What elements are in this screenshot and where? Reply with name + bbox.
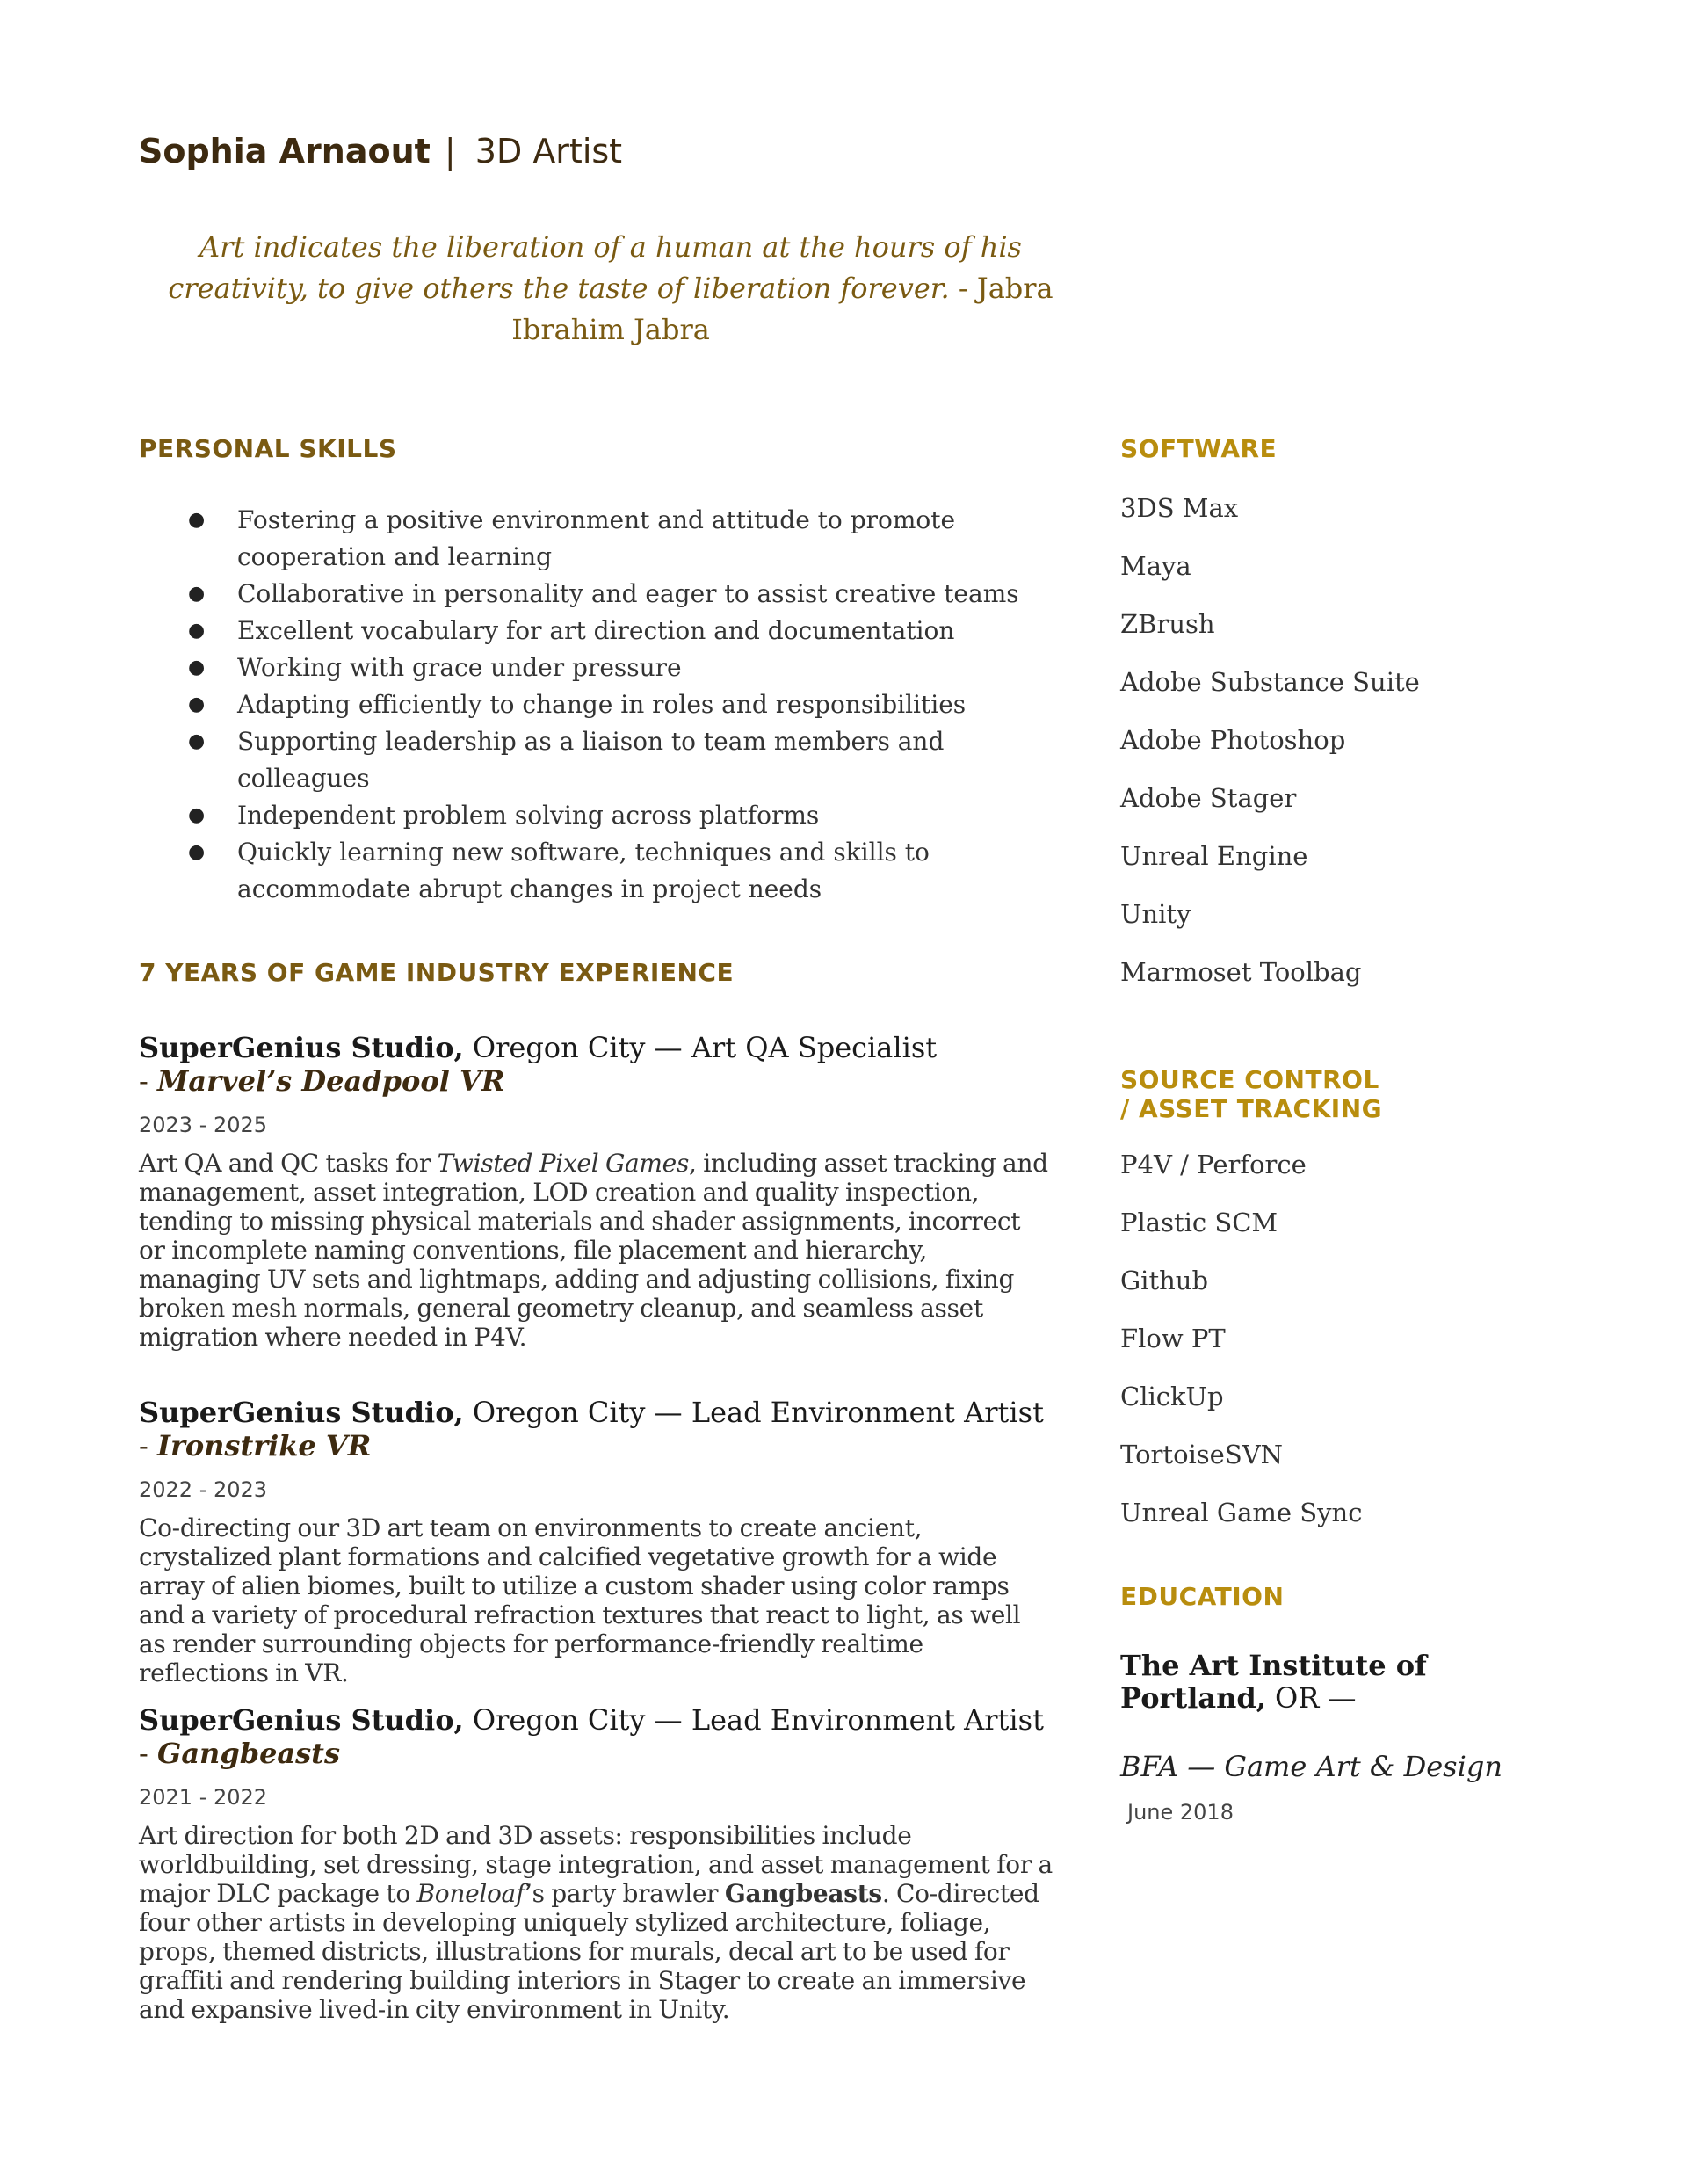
quote-text: Art indicates the liberation of a human at the hours of his creativity, to give others the taste of liberation forever. bbox=[168, 230, 1022, 305]
list-item: ● Independent problem solving across platforms bbox=[139, 797, 1061, 834]
school-location: OR — bbox=[1275, 1681, 1357, 1715]
job-position: Oregon City — Art QA Specialist bbox=[472, 1031, 938, 1064]
list-item: ● Collaborative in personality and eager to assist creative teams bbox=[139, 576, 1061, 613]
job-position: Oregon City — Lead Environment Artist bbox=[472, 1703, 1044, 1737]
list-item: 3DS Max bbox=[1120, 493, 1239, 523]
quote-attribution: - Jabra Ibrahim Jabra bbox=[511, 272, 1053, 346]
education-school bbox=[1120, 1650, 1454, 1715]
job-entry bbox=[139, 1703, 1053, 2024]
list-item: Plastic SCM bbox=[1120, 1208, 1278, 1237]
list-item: Github bbox=[1120, 1266, 1209, 1295]
bullet-icon: ● bbox=[188, 804, 206, 826]
list-item: ● Working with grace under pressure bbox=[139, 649, 1061, 686]
job-project: - Marvel’s Deadpool VR bbox=[139, 1064, 505, 1098]
list-item: ClickUp bbox=[1120, 1382, 1224, 1411]
resume-header bbox=[139, 132, 622, 171]
job-heading bbox=[139, 1703, 1053, 1737]
job-project: - Gangbeasts bbox=[139, 1737, 340, 1770]
list-item: ● Fostering a positive environment and attitude to promote cooperation and learning bbox=[139, 502, 1061, 576]
list-item: ● Excellent vocabulary for art direction and documentation bbox=[139, 613, 1061, 649]
list-item: Adobe Photoshop bbox=[1120, 725, 1346, 755]
job-description: Art QA and QC tasks for Twisted Pixel Games, including asset tracking and management, asset integration, LOD creation and quality inspection, tending to missing physical materials and shader assignments, incorrect or incomplete naming conventions, file placement and hierarchy, managing UV sets and lightmaps, adding and adjusting collisions, fixing broken mesh normals, general geometry cleanup, and seamless asset migration where needed in P4V. bbox=[139, 1149, 1048, 1352]
list-item: Marmoset Toolbag bbox=[1120, 957, 1362, 987]
bullet-icon: ● bbox=[188, 657, 206, 678]
software-list bbox=[1120, 479, 1420, 1001]
list-item: Unity bbox=[1120, 899, 1191, 929]
job-position: Oregon City — Lead Environment Artist bbox=[472, 1396, 1044, 1429]
job-company: SuperGenius Studio, bbox=[139, 1396, 464, 1429]
job-company: SuperGenius Studio, bbox=[139, 1703, 464, 1737]
bullet-icon: ● bbox=[188, 509, 206, 531]
list-item: ZBrush bbox=[1120, 609, 1215, 639]
list-item: P4V / Perforce bbox=[1120, 1150, 1307, 1179]
job-heading bbox=[139, 1031, 1053, 1064]
job-project-title: Gangbeasts bbox=[156, 1737, 340, 1770]
list-item: Flow PT bbox=[1120, 1324, 1226, 1353]
job-project-title: Ironstrike VR bbox=[156, 1429, 372, 1462]
job-company: SuperGenius Studio, bbox=[139, 1031, 464, 1064]
software-heading: SOFTWARE bbox=[1120, 434, 1278, 463]
header-quote bbox=[127, 227, 1094, 351]
job-description: Co-directing our 3D art team on environments to create ancient, crystalized plant formations and calcified vegetative growth for a wide array of alien biomes, built to utilize a custom shader using color ramps and a variety of procedural refraction textures that react to light, as well as render surrounding objects for performance-friendly realtime reflections in VR. bbox=[139, 1513, 1021, 1687]
personal-skills-list bbox=[139, 502, 1061, 908]
list-item: Maya bbox=[1120, 551, 1191, 581]
personal-skills-heading: PERSONAL SKILLS bbox=[139, 434, 397, 463]
education-heading: EDUCATION bbox=[1120, 1582, 1285, 1611]
job-dates: 2023 - 2025 bbox=[139, 1113, 268, 1137]
experience-heading: 7 YEARS OF GAME INDUSTRY EXPERIENCE bbox=[139, 958, 735, 987]
list-item: TortoiseSVN bbox=[1120, 1440, 1284, 1469]
bullet-icon: ● bbox=[188, 620, 206, 642]
job-heading bbox=[139, 1396, 1053, 1429]
bullet-icon: ● bbox=[188, 583, 206, 605]
education-date: June 2018 bbox=[1127, 1800, 1234, 1825]
list-item: ● Adapting efficiently to change in roles and responsibilities bbox=[139, 686, 1061, 723]
job-dates: 2022 - 2023 bbox=[139, 1477, 268, 1502]
job-dates: 2021 - 2022 bbox=[139, 1785, 268, 1810]
list-item: Unreal Engine bbox=[1120, 841, 1308, 871]
list-item: Adobe Substance Suite bbox=[1120, 667, 1420, 697]
education-degree: BFA — Game Art & Design bbox=[1120, 1750, 1502, 1783]
list-item: ● Supporting leadership as a liaison to team members and colleagues bbox=[139, 723, 1061, 797]
job-entry bbox=[139, 1031, 1053, 1352]
bullet-icon: ● bbox=[188, 841, 206, 863]
bullet-icon: ● bbox=[188, 693, 206, 715]
bullet-icon: ● bbox=[188, 730, 206, 752]
list-item: Adobe Stager bbox=[1120, 783, 1297, 813]
job-project-title: Marvel’s Deadpool VR bbox=[156, 1064, 505, 1098]
source-control-heading: SOURCE CONTROL / ASSET TRACKING bbox=[1120, 1065, 1383, 1123]
job-description: Art direction for both 2D and 3D assets: responsibilities include worldbuilding, set dressing, stage integration, and asset management for a major DLC package to Boneloaf’s party brawler Gangbeasts. Co-directed four other artists in developing uniquely stylized architecture, foliage, props, themed districts, illustrations for murals, decal art to be used for graffiti and rendering building interiors in Stager to create an immersive and expansive lived-in city environment in Unity. bbox=[139, 1821, 1053, 2024]
source-control-list bbox=[1120, 1136, 1362, 1542]
header-separator: | bbox=[444, 132, 456, 171]
list-item: Unreal Game Sync bbox=[1120, 1498, 1363, 1527]
candidate-role: 3D Artist bbox=[474, 132, 623, 171]
school-name: The Art Institute of Portland, bbox=[1120, 1649, 1427, 1715]
job-entry bbox=[139, 1396, 1053, 1687]
list-item: ● Quickly learning new software, techniques and skills to accommodate abrupt changes in project needs bbox=[139, 834, 1061, 908]
job-project: - Ironstrike VR bbox=[139, 1429, 372, 1462]
candidate-name: Sophia Arnaout bbox=[139, 132, 431, 171]
